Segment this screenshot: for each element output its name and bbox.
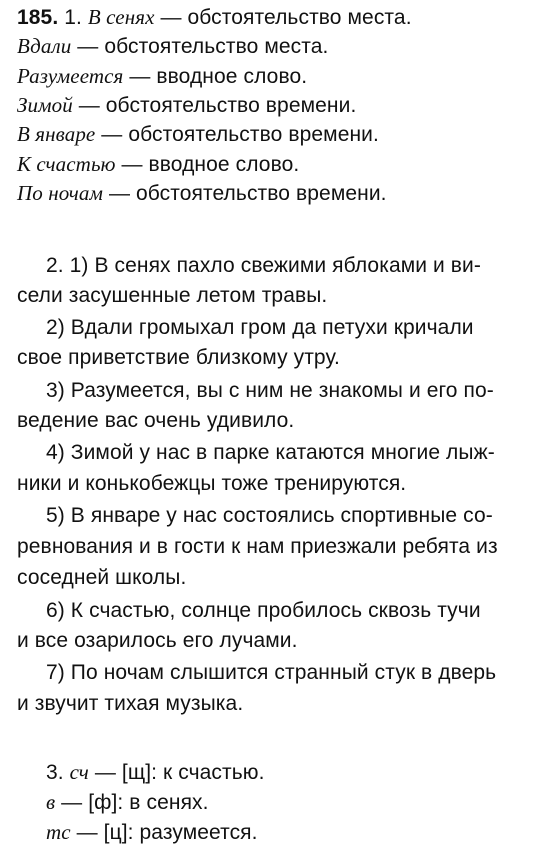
phonetic-row-2 (46, 788, 209, 817)
exercise-185-row-5 (17, 120, 379, 149)
exercise-185-row-4 (17, 91, 356, 120)
answer-line: 5) В январе у нас состоялись спортивные со- (46, 504, 493, 527)
answer-line: соседней школы. (17, 566, 187, 589)
answer-line: сели засушенные летом травы. (17, 284, 328, 307)
term-role: — вводное слово. (123, 65, 308, 88)
exercise-number: 185. (17, 6, 59, 29)
answer-line: ведение вас очень удивило. (17, 409, 295, 432)
sound-note: — [щ]: к счастью. (88, 761, 265, 784)
term: В январе (17, 122, 96, 146)
term-role: — вводное слово. (115, 153, 300, 176)
term: Разумеется (17, 64, 124, 88)
term-role: — обстоятельство места. (154, 6, 412, 29)
exercise-185-row-1 (17, 3, 412, 32)
letters: тс (46, 820, 71, 844)
answer-line: 7) По ночам слышится странный стук в дверь (46, 661, 497, 684)
term-role: — обстоятельство времени. (103, 182, 387, 205)
term-role: — обстоятельство времени. (72, 94, 357, 117)
exercise-185-row-7 (17, 179, 387, 208)
term: К счастью (17, 152, 116, 176)
phonetic-row-1 (46, 758, 265, 787)
term: Зимой (17, 93, 73, 117)
term: В сенях (87, 5, 155, 29)
term: Вдали (17, 34, 72, 58)
exercise-185-row-2 (17, 32, 328, 61)
answer-line: ревнования и в гости к нам приезжали ребята из (17, 535, 498, 558)
answer-line: 4) Зимой у нас в парке катаются многие лыж- (46, 441, 495, 464)
sound-note: — [ф]: в сенях. (55, 791, 209, 814)
term: По ночам (17, 181, 104, 205)
exercise-185-row-3 (17, 62, 307, 91)
letters: сч (69, 760, 89, 784)
answer-line: и все озарилось его лучами. (17, 629, 298, 652)
answer-line: 2) Вдали громыхал гром да петухи кричали (46, 316, 474, 339)
letters: в (46, 790, 56, 814)
term-role: — обстоятельство времени. (95, 123, 379, 146)
exercise-185-row-6 (17, 150, 299, 179)
answer-line: свое приветствие близкому утру. (17, 346, 340, 369)
answer-line: 2. 1) В сенях пахло свежими яблоками и ви- (46, 254, 481, 277)
item-number: 1. (64, 6, 82, 29)
term-role: — обстоятельство места. (71, 35, 329, 58)
answer-line: 3) Разумеется, вы с ним не знакомы и его по- (46, 379, 494, 402)
answer-line: и звучит тихая музыка. (17, 692, 244, 715)
phonetic-row-3 (46, 818, 258, 847)
sound-note: — [ц]: разумеется. (70, 821, 258, 844)
answer-line: ники и конькобежцы тоже тренируются. (17, 472, 407, 495)
item-number: 3. (46, 761, 64, 784)
answer-line: 6) К счастью, солнце пробилось сквозь тучи (46, 599, 481, 622)
